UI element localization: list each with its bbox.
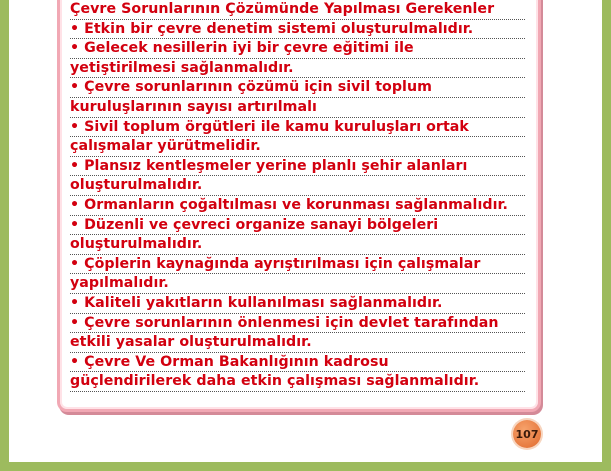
note-text-block bbox=[70, 0, 525, 392]
note-line: • Sivil toplum örgütleri ile kamu kuruluşları ortak bbox=[70, 118, 525, 138]
page-number-badge: 107 bbox=[513, 420, 541, 448]
note-line: • Çevre sorunlarının çözümü için sivil toplum bbox=[70, 78, 525, 98]
note-line: oluşturulmalıdır. bbox=[70, 235, 525, 255]
page-frame-bottom bbox=[0, 462, 611, 471]
note-line: çalışmalar yürütmelidir. bbox=[70, 137, 525, 157]
note-line: • Düzenli ve çevreci organize sanayi bölgeleri bbox=[70, 216, 525, 236]
note-line: • Plansız kentleşmeler yerine planlı şehir alanları bbox=[70, 157, 525, 177]
note-line: güçlendirilerek daha etkin çalışması sağlanmalıdır. bbox=[70, 372, 525, 392]
note-line: • Çevre Ve Orman Bakanlığının kadrosu bbox=[70, 353, 525, 373]
page-frame-right bbox=[602, 0, 611, 471]
note-line: yetiştirilmesi sağlanmalıdır. bbox=[70, 59, 525, 79]
note-line: oluşturulmalıdır. bbox=[70, 176, 525, 196]
page-frame-left bbox=[0, 0, 9, 471]
note-line: • Çevre sorunlarının önlenmesi için devlet tarafından bbox=[70, 314, 525, 334]
note-line: etkili yasalar oluşturulmalıdır. bbox=[70, 333, 525, 353]
note-heading: Çevre Sorunlarının Çözümünde Yapılması Gerekenler bbox=[70, 0, 525, 20]
note-line: • Etkin bir çevre denetim sistemi oluşturulmalıdır. bbox=[70, 20, 525, 40]
note-line: • Ormanların çoğaltılması ve korunması sağlanmalıdır. bbox=[70, 196, 525, 216]
note-line: kuruluşlarının sayısı artırılmalı bbox=[70, 98, 525, 118]
note-line: • Çöplerin kaynağında ayrıştırılması için çalışmalar bbox=[70, 255, 525, 275]
note-line: • Gelecek nesillerin iyi bir çevre eğitimi ile bbox=[70, 39, 525, 59]
note-line: yapılmalıdır. bbox=[70, 274, 525, 294]
note-line: • Kaliteli yakıtların kullanılması sağlanmalıdır. bbox=[70, 294, 525, 314]
